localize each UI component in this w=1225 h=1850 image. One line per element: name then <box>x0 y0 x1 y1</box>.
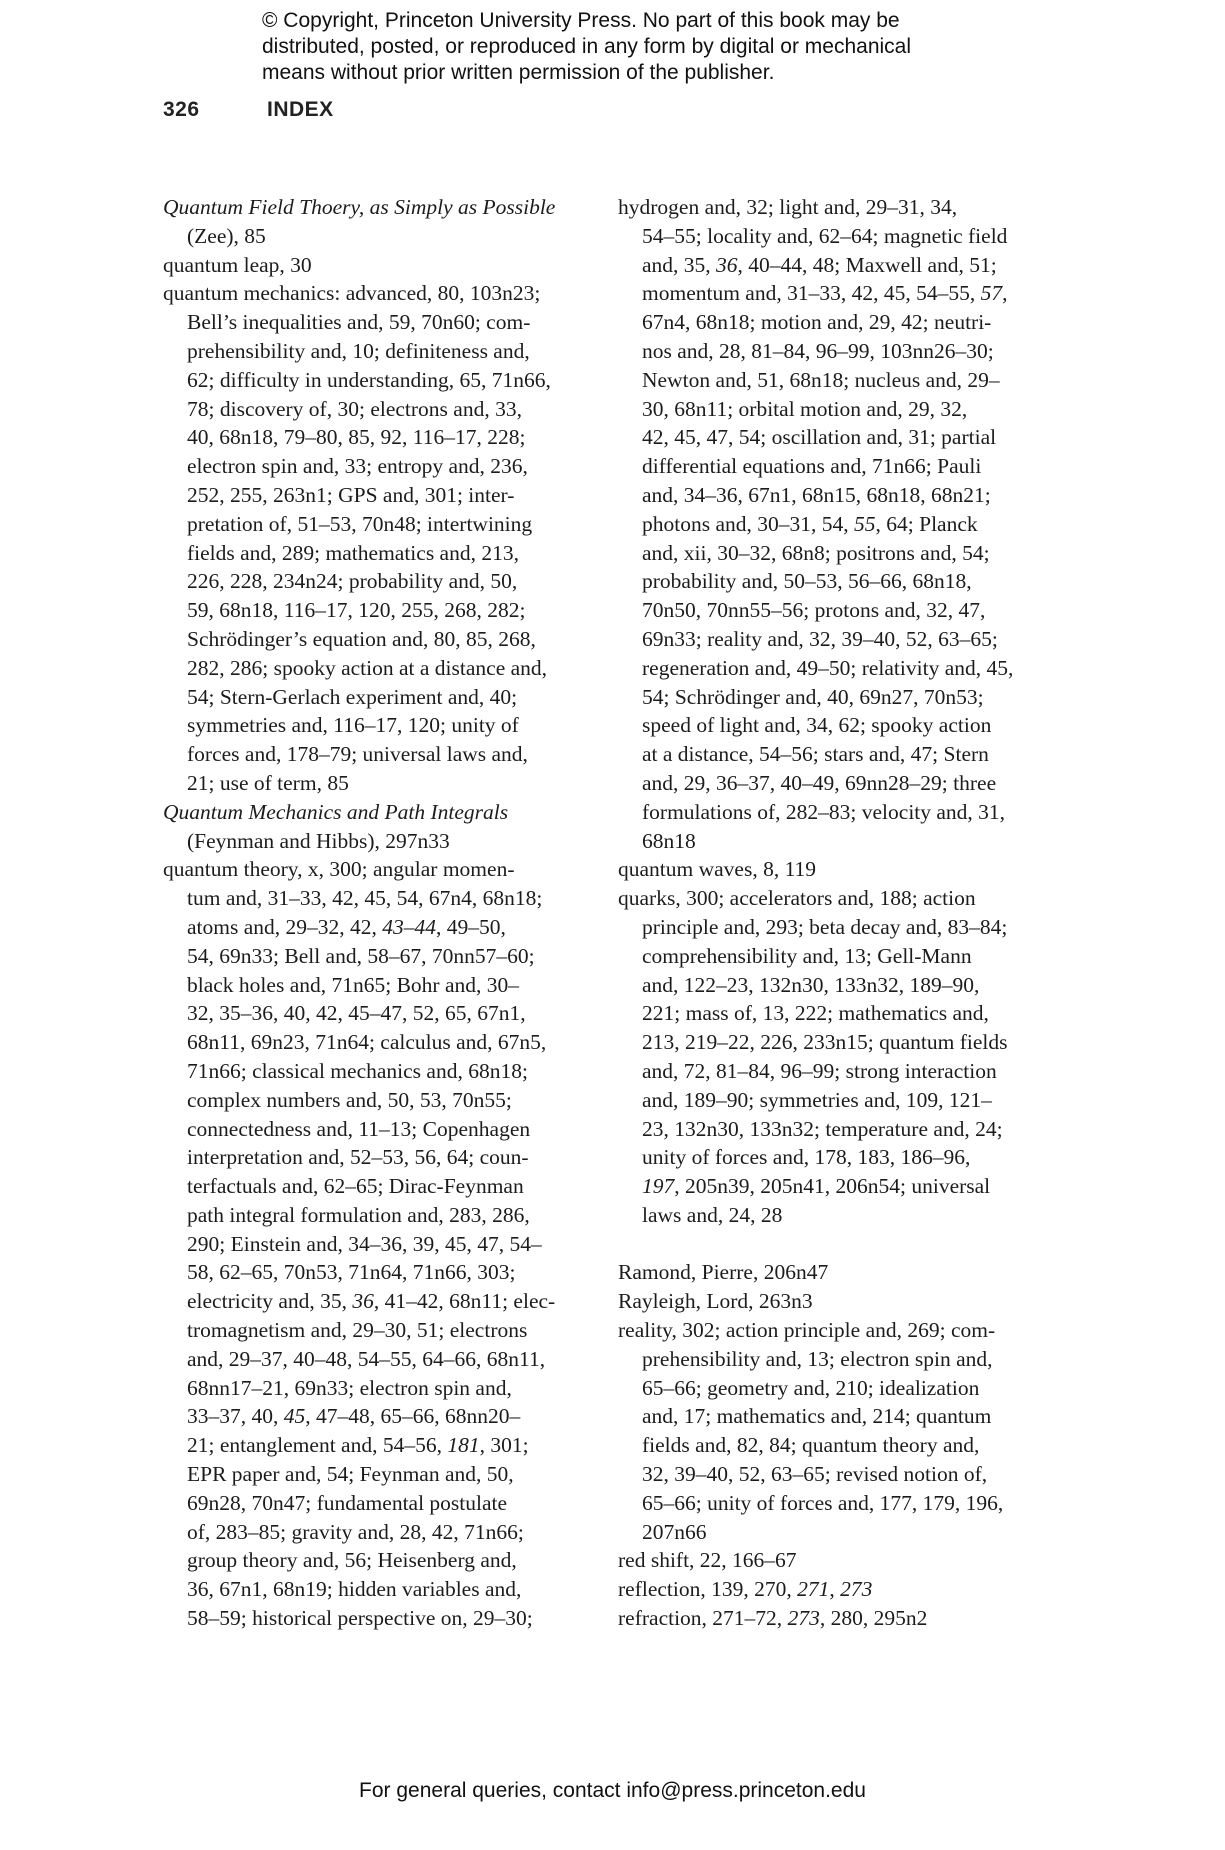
index-entry-continuation-line: 54; Stern-Gerlach experiment and, 40; <box>187 684 518 709</box>
index-entry-continuation-line: (Zee), 85 <box>187 223 266 248</box>
index-entry <box>163 193 595 251</box>
index-entry-continuation-line: and, 122–23, 132n30, 133n32, 189–90, <box>642 972 980 997</box>
index-entry-continuation-line: unity of forces and, 178, 183, 186–96, <box>642 1145 971 1170</box>
index-entry-continuation-line: fields and, 289; mathematics and, 213, <box>187 540 519 565</box>
index-entry-continuation-line: black holes and, 71n65; Bohr and, 30– <box>187 972 520 997</box>
index-entry-continuation-line: 69n28, 70n47; fundamental postulate <box>187 1490 508 1515</box>
index-entry-continuation-line: 21; entanglement and, 54–56, 181, 301; <box>187 1433 529 1458</box>
index-entry-continuation-line: prehensibility and, 10; definiteness and, <box>187 338 530 363</box>
index-entry <box>163 279 595 797</box>
index-entry-continuation-line: symmetries and, 116–17, 120; unity of <box>187 713 519 738</box>
running-head <box>163 98 334 122</box>
index-entry <box>618 884 1058 1230</box>
index-entry-heading-line: Quantum Mechanics and Path Integrals <box>163 799 509 824</box>
index-entry-continuation-line: 62; difficulty in understanding, 65, 71n66, <box>187 367 551 392</box>
index-column-right <box>618 193 1058 1633</box>
index-entry-heading-line: quarks, 300; accelerators and, 188; action <box>618 886 976 911</box>
index-entry-heading-line: hydrogen and, 32; light and, 29–31, 34, <box>618 195 958 219</box>
index-entry-continuation-line: 32, 35–36, 40, 42, 45–47, 52, 65, 67n1, <box>187 1001 526 1026</box>
index-entry-continuation-line: differential equations and, 71n66; Pauli <box>642 454 982 479</box>
index-entry-continuation-line: 197, 205n39, 205n41, 206n54; universal <box>642 1174 991 1199</box>
index-entry-heading-line: Quantum Field Thoery, as Simply as Possible <box>163 195 556 219</box>
index-entry-continuation-line: 32, 39–40, 52, 63–65; revised notion of, <box>642 1462 988 1487</box>
index-entry-continuation-line: atoms and, 29–32, 42, 43–44, 49–50, <box>187 914 506 939</box>
index-entry-continuation-line: 33–37, 40, 45, 47–48, 65–66, 68nn20– <box>187 1404 521 1429</box>
index-entry-continuation-line: 65–66; geometry and, 210; idealization <box>642 1375 980 1400</box>
index-entry <box>618 1258 1058 1287</box>
index-entry-continuation-line: of, 283–85; gravity and, 28, 42, 71n66; <box>187 1519 524 1544</box>
index-entry-continuation-line: principle and, 293; beta decay and, 83–84; <box>642 914 1008 939</box>
index-entry-continuation-line: and, 189–90; symmetries and, 109, 121– <box>642 1087 992 1112</box>
index-entry-continuation-line: 58, 62–65, 70n53, 71n64, 71n66, 303; <box>187 1260 516 1285</box>
index-entry-heading-line: quantum waves, 8, 119 <box>618 857 817 882</box>
index-entry-continuation-line: and, 29, 36–37, 40–49, 69nn28–29; three <box>642 770 997 795</box>
index-entry <box>618 855 1058 884</box>
index-entry-continuation-line: 207n66 <box>642 1519 707 1544</box>
index-entry-continuation-line: 70n50, 70nn55–56; protons and, 32, 47, <box>642 598 986 623</box>
index-entry-continuation-line: Schrödinger’s equation and, 80, 85, 268, <box>187 626 536 651</box>
index-entry-continuation-line: and, 72, 81–84, 96–99; strong interaction <box>642 1058 997 1083</box>
index-entry-continuation-line: 40, 68n18, 79–80, 85, 92, 116–17, 228; <box>187 425 526 450</box>
index-entry-continuation-line: electricity and, 35, 36, 41–42, 68n11; elec- <box>187 1289 556 1314</box>
index-entry-heading-line: red shift, 22, 166–67 <box>618 1548 797 1573</box>
index-entry-continuation-line: 23, 132n30, 133n32; temperature and, 24; <box>642 1116 1003 1141</box>
index-entry-heading-line: reality, 302; action principle and, 269; com- <box>618 1318 996 1343</box>
index-entry-continuation-line: 68n11, 69n23, 71n64; calculus and, 67n5, <box>187 1030 547 1055</box>
page-number: 326 <box>163 98 200 121</box>
index-entry-continuation-line: prehensibility and, 13; electron spin and, <box>642 1346 993 1371</box>
index-entry-continuation-line: comprehensibility and, 13; Gell-Mann <box>642 943 972 968</box>
index-entry-continuation-line: 58–59; historical perspective on, 29–30; <box>187 1606 533 1631</box>
index-entry-continuation-line: Bell’s inequalities and, 59, 70n60; com- <box>187 310 531 335</box>
index-entry-continuation-line: 78; discovery of, 30; electrons and, 33, <box>187 396 522 421</box>
index-entry-continuation-line: 226, 228, 234n24; probability and, 50, <box>187 569 518 594</box>
index-entry-continuation-line: forces and, 178–79; universal laws and, <box>187 742 528 767</box>
index-entry-continuation-line: path integral formulation and, 283, 286, <box>187 1202 530 1227</box>
index-entry-continuation-line: speed of light and, 34, 62; spooky action <box>642 713 992 738</box>
copyright-line: distributed, posted, or reproduced in any form by digital or mechanical <box>262 35 912 58</box>
index-entry-continuation-line: pretation of, 51–53, 70n48; intertwining <box>187 511 533 536</box>
section-gap <box>618 1230 1058 1259</box>
index-entry-continuation-line: 69n33; reality and, 32, 39–40, 52, 63–65; <box>642 626 998 651</box>
index-entry-continuation-line: electron spin and, 33; entropy and, 236, <box>187 454 528 479</box>
index-entry-continuation-line: complex numbers and, 50, 53, 70n55; <box>187 1087 512 1112</box>
index-entry <box>618 193 1058 855</box>
index-entry-continuation-line: 59, 68n18, 116–17, 120, 255, 268, 282; <box>187 598 526 623</box>
index-entry-continuation-line: 68nn17–21, 69n33; electron spin and, <box>187 1375 512 1400</box>
index-entry-continuation-line: 282, 286; spooky action at a distance and, <box>187 655 548 680</box>
index-entry <box>163 855 595 1633</box>
index-entry-continuation-line: fields and, 82, 84; quantum theory and, <box>642 1433 980 1458</box>
index-entry-heading-line: reflection, 139, 270, 271, 273 <box>618 1577 873 1602</box>
index-entry-continuation-line: 252, 255, 263n1; GPS and, 301; inter- <box>187 482 515 507</box>
index-entry-continuation-line: and, 29–37, 40–48, 54–55, 64–66, 68n11, <box>187 1346 546 1371</box>
index-entry <box>618 1575 1058 1604</box>
index-entry-continuation-line: 54, 69n33; Bell and, 58–67, 70nn57–60; <box>187 943 535 968</box>
index-entry-continuation-line: 54; Schrödinger and, 40, 69n27, 70n53; <box>642 684 984 709</box>
index-entry-heading-line: Rayleigh, Lord, 263n3 <box>618 1289 813 1314</box>
copyright-line: © Copyright, Princeton University Press. No part of this book may be <box>262 9 900 32</box>
index-entry-continuation-line: interpretation and, 52–53, 56, 64; coun- <box>187 1145 529 1170</box>
index-entry-continuation-line: EPR paper and, 54; Feynman and, 50, <box>187 1462 514 1487</box>
index-entry-continuation-line: probability and, 50–53, 56–66, 68n18, <box>642 569 972 594</box>
index-entry <box>163 798 595 856</box>
index-entry-continuation-line: and, 35, 36, 40–44, 48; Maxwell and, 51; <box>642 252 997 277</box>
index-entry-heading-line: quantum leap, 30 <box>163 252 312 277</box>
index-entry-continuation-line: momentum and, 31–33, 42, 45, 54–55, 57, <box>642 281 1008 306</box>
index-entry-continuation-line: Newton and, 51, 68n18; nucleus and, 29– <box>642 367 1000 392</box>
index-entry-continuation-line: (Feynman and Hibbs), 297n33 <box>187 828 450 853</box>
footer-contact: For general queries, contact info@press.princeton.edu <box>359 1779 866 1802</box>
index-entry-continuation-line: photons and, 30–31, 54, 55, 64; Planck <box>642 511 978 536</box>
index-entry-continuation-line: and, 34–36, 67n1, 68n15, 68n18, 68n21; <box>642 482 991 507</box>
index-entry-continuation-line: group theory and, 56; Heisenberg and, <box>187 1548 517 1573</box>
index-entry-continuation-line: and, xii, 30–32, 68n8; positrons and, 54; <box>642 540 990 565</box>
index-entry-continuation-line: terfactuals and, 62–65; Dirac-Feynman <box>187 1174 524 1199</box>
index-entry-continuation-line: 54–55; locality and, 62–64; magnetic field <box>642 223 1008 248</box>
index-entry-continuation-line: 30, 68n11; orbital motion and, 29, 32, <box>642 396 968 421</box>
index-entry-continuation-line: at a distance, 54–56; stars and, 47; Stern <box>642 742 989 767</box>
index-entry-heading-line: Ramond, Pierre, 206n47 <box>618 1260 829 1285</box>
index-entry <box>618 1546 1058 1575</box>
index-entry-continuation-line: 21; use of term, 85 <box>187 770 349 795</box>
index-entry-heading-line: quantum theory, x, 300; angular momen- <box>163 857 515 882</box>
index-entry-continuation-line: 213, 219–22, 226, 233n15; quantum fields <box>642 1030 1008 1055</box>
index-entry-continuation-line: 67n4, 68n18; motion and, 29, 42; neutri- <box>642 310 992 335</box>
index-entry-continuation-line: tum and, 31–33, 42, 45, 54, 67n4, 68n18; <box>187 886 543 911</box>
index-entry-continuation-line: 65–66; unity of forces and, 177, 179, 196, <box>642 1490 1004 1515</box>
index-entry-continuation-line: laws and, 24, 28 <box>642 1202 783 1227</box>
index-entry-continuation-line: 36, 67n1, 68n19; hidden variables and, <box>187 1577 522 1602</box>
index-entry-continuation-line: 290; Einstein and, 34–36, 39, 45, 47, 54– <box>187 1231 542 1256</box>
index-entry-continuation-line: nos and, 28, 81–84, 96–99, 103nn26–30; <box>642 338 994 363</box>
index-entry-continuation-line: 71n66; classical mechanics and, 68n18; <box>187 1058 528 1083</box>
index-entry-heading-line: quantum mechanics: advanced, 80, 103n23; <box>163 281 541 306</box>
index-entry-continuation-line: regeneration and, 49–50; relativity and, 45, <box>642 655 1014 680</box>
section-title: INDEX <box>267 98 334 121</box>
index-entry-continuation-line: tromagnetism and, 29–30, 51; electrons <box>187 1318 528 1343</box>
copyright-line: means without prior written permission of the publisher. <box>262 61 775 84</box>
copyright-notice <box>262 8 1022 86</box>
index-column-left <box>163 193 595 1633</box>
index-entry <box>163 251 595 280</box>
index-entry-continuation-line: and, 17; mathematics and, 214; quantum <box>642 1404 992 1429</box>
index-entry-heading-line: refraction, 271–72, 273, 280, 295n2 <box>618 1606 928 1631</box>
index-entry-continuation-line: connectedness and, 11–13; Copenhagen <box>187 1116 531 1141</box>
index-entry-continuation-line: 42, 45, 47, 54; oscillation and, 31; partial <box>642 425 997 450</box>
index-entry <box>618 1316 1058 1546</box>
index-entry <box>618 1604 1058 1633</box>
index-entry-continuation-line: formulations of, 282–83; velocity and, 31, <box>642 799 1006 824</box>
index-entry-continuation-line: 68n18 <box>642 828 696 853</box>
index-entry-continuation-line: 221; mass of, 13, 222; mathematics and, <box>642 1001 989 1026</box>
index-entry <box>618 1287 1058 1316</box>
